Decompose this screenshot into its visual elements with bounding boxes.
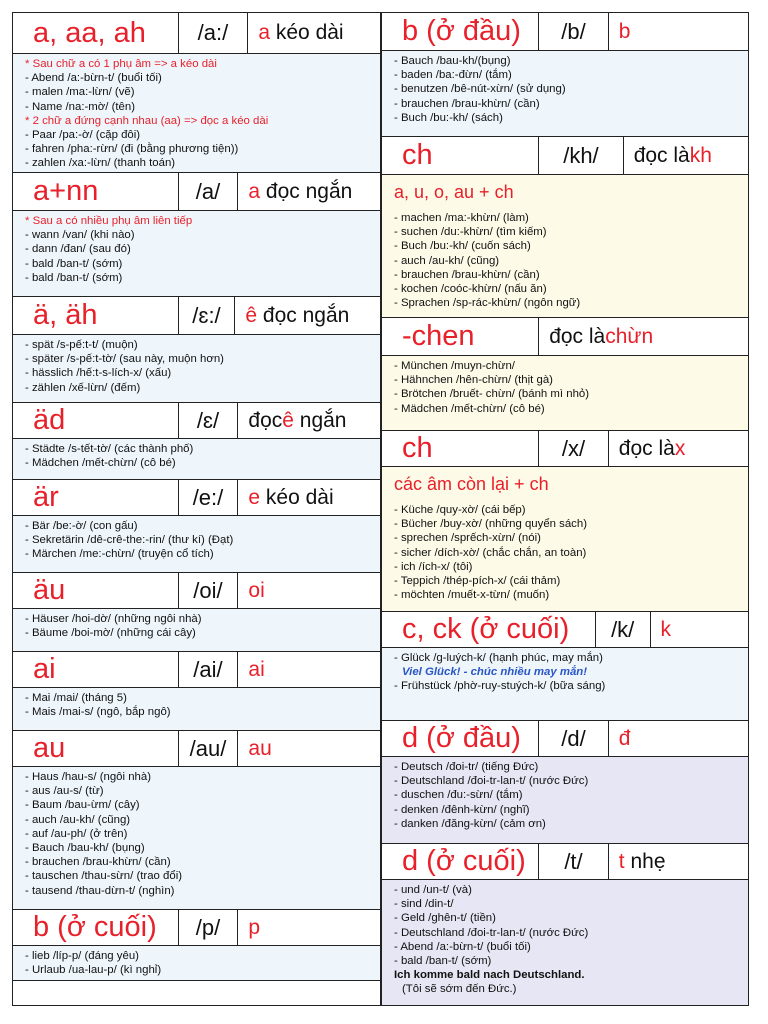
section-header [13, 910, 380, 946]
left-column [12, 12, 381, 1006]
example-line: - ich /ích-x/ (tôi) [394, 560, 473, 573]
example-line: - und /un-t/ (và) [394, 884, 472, 896]
rule-sound: chừn [605, 324, 654, 348]
ipa-symbol: /au/ [179, 731, 239, 766]
example-line: - dann /đan/ (sau đó) [25, 243, 131, 256]
section-title: äd [13, 403, 179, 438]
example-line: Ich komme bald nach Deutschland. [394, 969, 585, 982]
pronunciation-rule [609, 13, 748, 50]
example-line: - Mais /mai-s/ (ngô, bắp ngô) [25, 706, 171, 719]
rule-sound: t [618, 849, 625, 873]
example-line: - Bücher /buy-xờ/ (những quyển sách) [394, 518, 588, 531]
rule-suffix: kéo dài [260, 485, 334, 509]
example-line: - Brötchen /bruết- chừn/ (bánh mì nhỏ) [394, 388, 590, 401]
section-header [13, 652, 380, 688]
section-header [13, 403, 380, 439]
example-line: - auch /au-kh/ (cũng) [394, 254, 500, 267]
example-line: - zahlen /xa:-lừn/ (thanh toán) [25, 157, 176, 170]
ipa-symbol: /p/ [179, 910, 239, 945]
example-line: - bald /ban-t/ (sớm) [25, 257, 123, 270]
rule-suffix: đọc ngắn [260, 179, 353, 203]
pronunciation-rule [539, 318, 748, 355]
example-line: - danken /đăng-kừn/ (cảm ơn) [394, 817, 546, 830]
example-line: - Paar /pa:-ờ/ (cặp đôi) [25, 129, 141, 142]
example-line: - kochen /coóc-khừn/ (nấu ăn) [394, 283, 547, 296]
example-line: - wann /van/ (khi nào) [25, 229, 135, 242]
section-header [13, 297, 380, 335]
section-header [382, 318, 748, 356]
ipa-symbol: /ɛ:/ [179, 297, 236, 334]
ipa-symbol: /d/ [539, 721, 609, 756]
example-line: - Sekretärin /dê-crê-the:-rin/ (thư kí) (Đạt) [25, 534, 234, 547]
example-line: - baden /ba:-đừn/ (tắm) [394, 69, 512, 82]
example-line: - Sprachen /sp-rác-khừn/ (ngôn ngữ) [394, 297, 581, 310]
example-line: - Buch /bu:-kh/ (cuốn sách) [394, 240, 531, 253]
rule-sound: au [248, 736, 272, 760]
right-section-ch-3 [382, 431, 748, 612]
example-line: - bald /ban-t/ (sớm) [394, 955, 492, 968]
examples-list [382, 648, 748, 721]
example-line: - auf /au-ph/ (ở trên) [25, 827, 128, 840]
rule-sound: ê [245, 303, 258, 327]
examples-list [13, 439, 380, 480]
ipa-symbol: /a/ [179, 173, 239, 210]
right-section-b-o-au-0 [382, 13, 748, 137]
subheading: các âm còn lại + ch [394, 474, 549, 494]
example-line: - malen /ma:-lừn/ (vẽ) [25, 86, 135, 99]
examples-list [13, 609, 380, 652]
right-section-d-o-cuoi-6 [382, 844, 748, 1006]
example-line: - denken /đênh-kừn/ (nghĩ) [394, 803, 530, 816]
example-line: - bald /ban-t/ (sớm) [25, 271, 123, 284]
example-line: - Deutsch /đoi-tr/ (tiếng Đức) [394, 761, 539, 773]
rule-sound: k [660, 617, 672, 641]
pronunciation-rule [248, 13, 380, 53]
example-line: - Urlaub /ua-lau-p/ (kì nghỉ) [25, 964, 162, 977]
subheading: a, u, o, au + ch [394, 182, 514, 202]
example-line: - Küche /quy-xờ/ (cái bếp) [394, 504, 526, 516]
rule-sound: x [674, 436, 686, 460]
pronunciation-rule [609, 844, 748, 879]
examples-list [382, 356, 748, 431]
ipa-symbol: /t/ [539, 844, 609, 879]
section-title: -chen [382, 318, 539, 355]
section-header [13, 480, 380, 516]
section-title: ch [382, 431, 539, 466]
rule-sound: ai [248, 657, 265, 681]
examples-list [13, 54, 380, 173]
right-section-chen-2 [382, 318, 748, 431]
rule-prefix: đọc là [633, 143, 690, 167]
example-line: - Glück /g-luých-k/ (hạnh phúc, may mắn) [394, 652, 603, 664]
example-line: - Bauch /bau-kh/ (bụng) [25, 842, 145, 855]
examples-list [382, 467, 748, 612]
pronunciation-rule [609, 431, 748, 466]
section-header [13, 173, 380, 211]
pronunciation-rule [238, 652, 380, 687]
right-section-d-o-au-5 [382, 721, 748, 844]
section-title: är [13, 480, 179, 515]
ipa-symbol: /kh/ [539, 137, 624, 174]
pronunciation-rule [238, 910, 380, 945]
ipa-symbol: /b/ [539, 13, 609, 50]
example-line: - suchen /du:-khừn/ (tìm kiếm) [394, 226, 547, 239]
examples-list [382, 757, 748, 844]
examples-list [382, 880, 748, 1006]
left-section-a-ah-2 [13, 297, 380, 403]
example-line: - hässlich /hế:t-s-lích-x/ (xấu) [25, 367, 172, 380]
example-line: - Bär /be:-ờ/ (con gấu) [25, 520, 138, 532]
example-line: - Häuser /hoi-dờ/ (những ngôi nhà) [25, 613, 202, 625]
section-header [382, 721, 748, 757]
example-line: - brauchen /brau-khừn/ (cần) [394, 268, 540, 281]
left-section-ai-6 [13, 652, 380, 731]
example-line: - tausend /thau-dừn-t/ (nghìn) [25, 884, 175, 897]
left-section-ar-4 [13, 480, 380, 573]
section-header [382, 431, 748, 467]
rule-suffix: nhẹ [624, 849, 666, 873]
rule-note: * 2 chữ a đứng cạnh nhau (aa) => đọc a kéo dài [25, 114, 269, 127]
example-line: - Geld /ghên-t/ (tiền) [394, 912, 496, 925]
pronunciation-rule [235, 297, 380, 334]
left-section-a-nn-1 [13, 173, 380, 297]
left-section-au-5 [13, 573, 380, 652]
rule-sound: a [258, 21, 271, 44]
section-header [382, 13, 748, 51]
rule-sound: ê [282, 408, 294, 432]
example-line: - Deutschland /đoi-tr-lan-t/ (nước Đức) [394, 926, 589, 939]
examples-list [13, 946, 380, 981]
example-line: - aus /au-s/ (từ) [25, 785, 104, 798]
example-line: - auch /au-kh/ (cũng) [25, 813, 131, 826]
left-section-a-aa-ah-0 [13, 13, 380, 173]
pronunciation-rule [238, 480, 380, 515]
section-header [13, 731, 380, 767]
example-line: - zählen /xế-lừn/ (đếm) [25, 381, 141, 394]
example-line: - Buch /bu:-kh/ (sách) [394, 111, 503, 124]
example-line: - Mädchen /mết-chừn/ (cô bé) [394, 402, 545, 415]
example-line: - Deutschland /đoi-tr-lan-t/ (nước Đức) [394, 775, 589, 788]
examples-list [382, 175, 748, 318]
pronunciation-rule [651, 612, 748, 647]
rule-sound: oi [248, 578, 265, 602]
example-line: - duschen /đu:-sừn/ (tắm) [394, 789, 523, 802]
section-title: a, aa, ah [13, 13, 179, 53]
section-title: c, ck (ở cuối) [382, 612, 596, 647]
rule-suffix: đọc ngắn [257, 303, 350, 327]
ipa-symbol: /oi/ [179, 573, 239, 608]
rule-note: * Sau chữ a có 1 phụ âm => a kéo dài [25, 58, 217, 70]
example-line: - Hähnchen /hên-chừn/ (thịt gà) [394, 374, 553, 387]
section-header [13, 13, 380, 54]
right-column [381, 12, 749, 1006]
section-header [13, 573, 380, 609]
example-line: - Märchen /me:-chừn/ (truyện cổ tích) [25, 548, 214, 561]
section-title: a+nn [13, 173, 179, 210]
pronunciation-rule [238, 403, 380, 438]
example-line: - Baum /bau-ừm/ (cây) [25, 799, 140, 812]
pronunciation-rule [624, 137, 748, 174]
section-title: ai [13, 652, 179, 687]
ipa-symbol: /a:/ [179, 13, 249, 53]
pronunciation-rule [238, 173, 380, 210]
example-line: - Bauch /bau-kh/(bụng) [394, 55, 511, 67]
pronunciation-rule [609, 721, 748, 756]
example-line: - brauchen /brau-khừn/ (cần) [394, 97, 540, 110]
rule-sound: đ [618, 726, 631, 750]
example-line: - sicher /dích-xờ/ (chắc chắn, an toàn) [394, 546, 587, 559]
section-title: b (ở đầu) [382, 13, 539, 50]
example-line: Viel Glück! - chúc nhiều may mắn! [402, 666, 588, 679]
example-line: - später /s-pế:t-tờ/ (sau này, muộn hơn) [25, 353, 224, 366]
pronunciation-sheet [12, 12, 749, 1008]
examples-list [13, 767, 380, 910]
rule-prefix: đọc [248, 408, 283, 432]
rule-sound: p [248, 915, 261, 939]
example-line: - fahren /pha:-rừn/ (đi (bằng phương tiện)) [25, 143, 239, 156]
ipa-symbol: /e:/ [179, 480, 239, 515]
left-section-au-7 [13, 731, 380, 910]
examples-list [13, 335, 380, 403]
example-line: - Name /na:-mờ/ (tên) [25, 100, 136, 113]
example-line: - benutzen /bê-nút-xừn/ (sử dụng) [394, 83, 566, 96]
examples-list [382, 51, 748, 137]
example-line: - Abend /a:-bừn-t/ (buổi tối) [25, 72, 162, 85]
example-line: - brauchen /brau-khừn/ (cần) [25, 856, 171, 869]
example-line: - lieb /líp-p/ (đáng yêu) [25, 950, 139, 962]
example-line: - Mädchen /mết-chừn/ (cô bé) [25, 457, 176, 470]
section-title: ch [382, 137, 539, 174]
rule-suffix: kéo dài [270, 21, 344, 44]
section-title: d (ở đầu) [382, 721, 539, 756]
example-line: (Tôi sẽ sớm đến Đức.) [402, 983, 517, 996]
example-line: - München /muyn-chừn/ [394, 360, 515, 372]
example-line: - spät /s-pế:t-t/ (muộn) [25, 339, 138, 351]
example-line: - sprechen /sprếch-xừn/ (nói) [394, 532, 541, 545]
example-line: - Abend /a:-bừn-t/ (buổi tối) [394, 940, 531, 953]
rule-prefix: đọc là [618, 436, 675, 460]
section-title: au [13, 731, 179, 766]
ipa-symbol: /x/ [539, 431, 609, 466]
ipa-symbol: /ɛ/ [179, 403, 239, 438]
section-header [382, 137, 748, 175]
left-section-b-o-cuoi-8 [13, 910, 380, 981]
example-line: - tauschen /thau-sừn/ (trao đổi) [25, 870, 183, 883]
section-title: b (ở cuối) [13, 910, 179, 945]
examples-list [13, 211, 380, 297]
example-line: - Teppich /thép-pích-x/ (cái thảm) [394, 575, 561, 588]
ipa-symbol: /ai/ [179, 652, 239, 687]
section-header [382, 844, 748, 880]
rule-sound: a [248, 179, 261, 203]
rule-sound: b [618, 19, 631, 43]
example-line: - machen /ma:-khừn/ (làm) [394, 212, 529, 224]
right-section-ch-1 [382, 137, 748, 318]
example-line: - Städte /s-tết-tờ/ (các thành phố) [25, 443, 194, 455]
pronunciation-rule [238, 731, 380, 766]
section-title: d (ở cuối) [382, 844, 539, 879]
ipa-symbol: /k/ [596, 612, 651, 647]
rule-sound: kh [689, 143, 712, 167]
example-line: - Haus /hau-s/ (ngôi nhà) [25, 771, 151, 783]
rule-note: * Sau a có nhiều phụ âm liên tiếp [25, 215, 193, 227]
examples-list [13, 688, 380, 731]
example-line: - Bäume /boi-mờ/ (những cái cây) [25, 627, 196, 640]
example-line: - Frühstück /phờ-ruy-stuých-k/ (bữa sáng) [394, 680, 606, 693]
left-section-ad-3 [13, 403, 380, 480]
right-section-c-ck-o-cuoi-4 [382, 612, 748, 721]
section-title: äu [13, 573, 179, 608]
rule-suffix: ngắn [293, 408, 347, 432]
examples-list [13, 516, 380, 573]
pronunciation-rule [238, 573, 380, 608]
section-title: ä, äh [13, 297, 179, 334]
example-line: - sind /din-t/ [394, 898, 454, 911]
example-line: - möchten /muết-x-từn/ (muốn) [394, 589, 550, 602]
example-line: - Mai /mai/ (tháng 5) [25, 692, 127, 704]
rule-prefix: đọc là [549, 324, 606, 348]
rule-sound: e [248, 485, 261, 509]
section-header [382, 612, 748, 648]
